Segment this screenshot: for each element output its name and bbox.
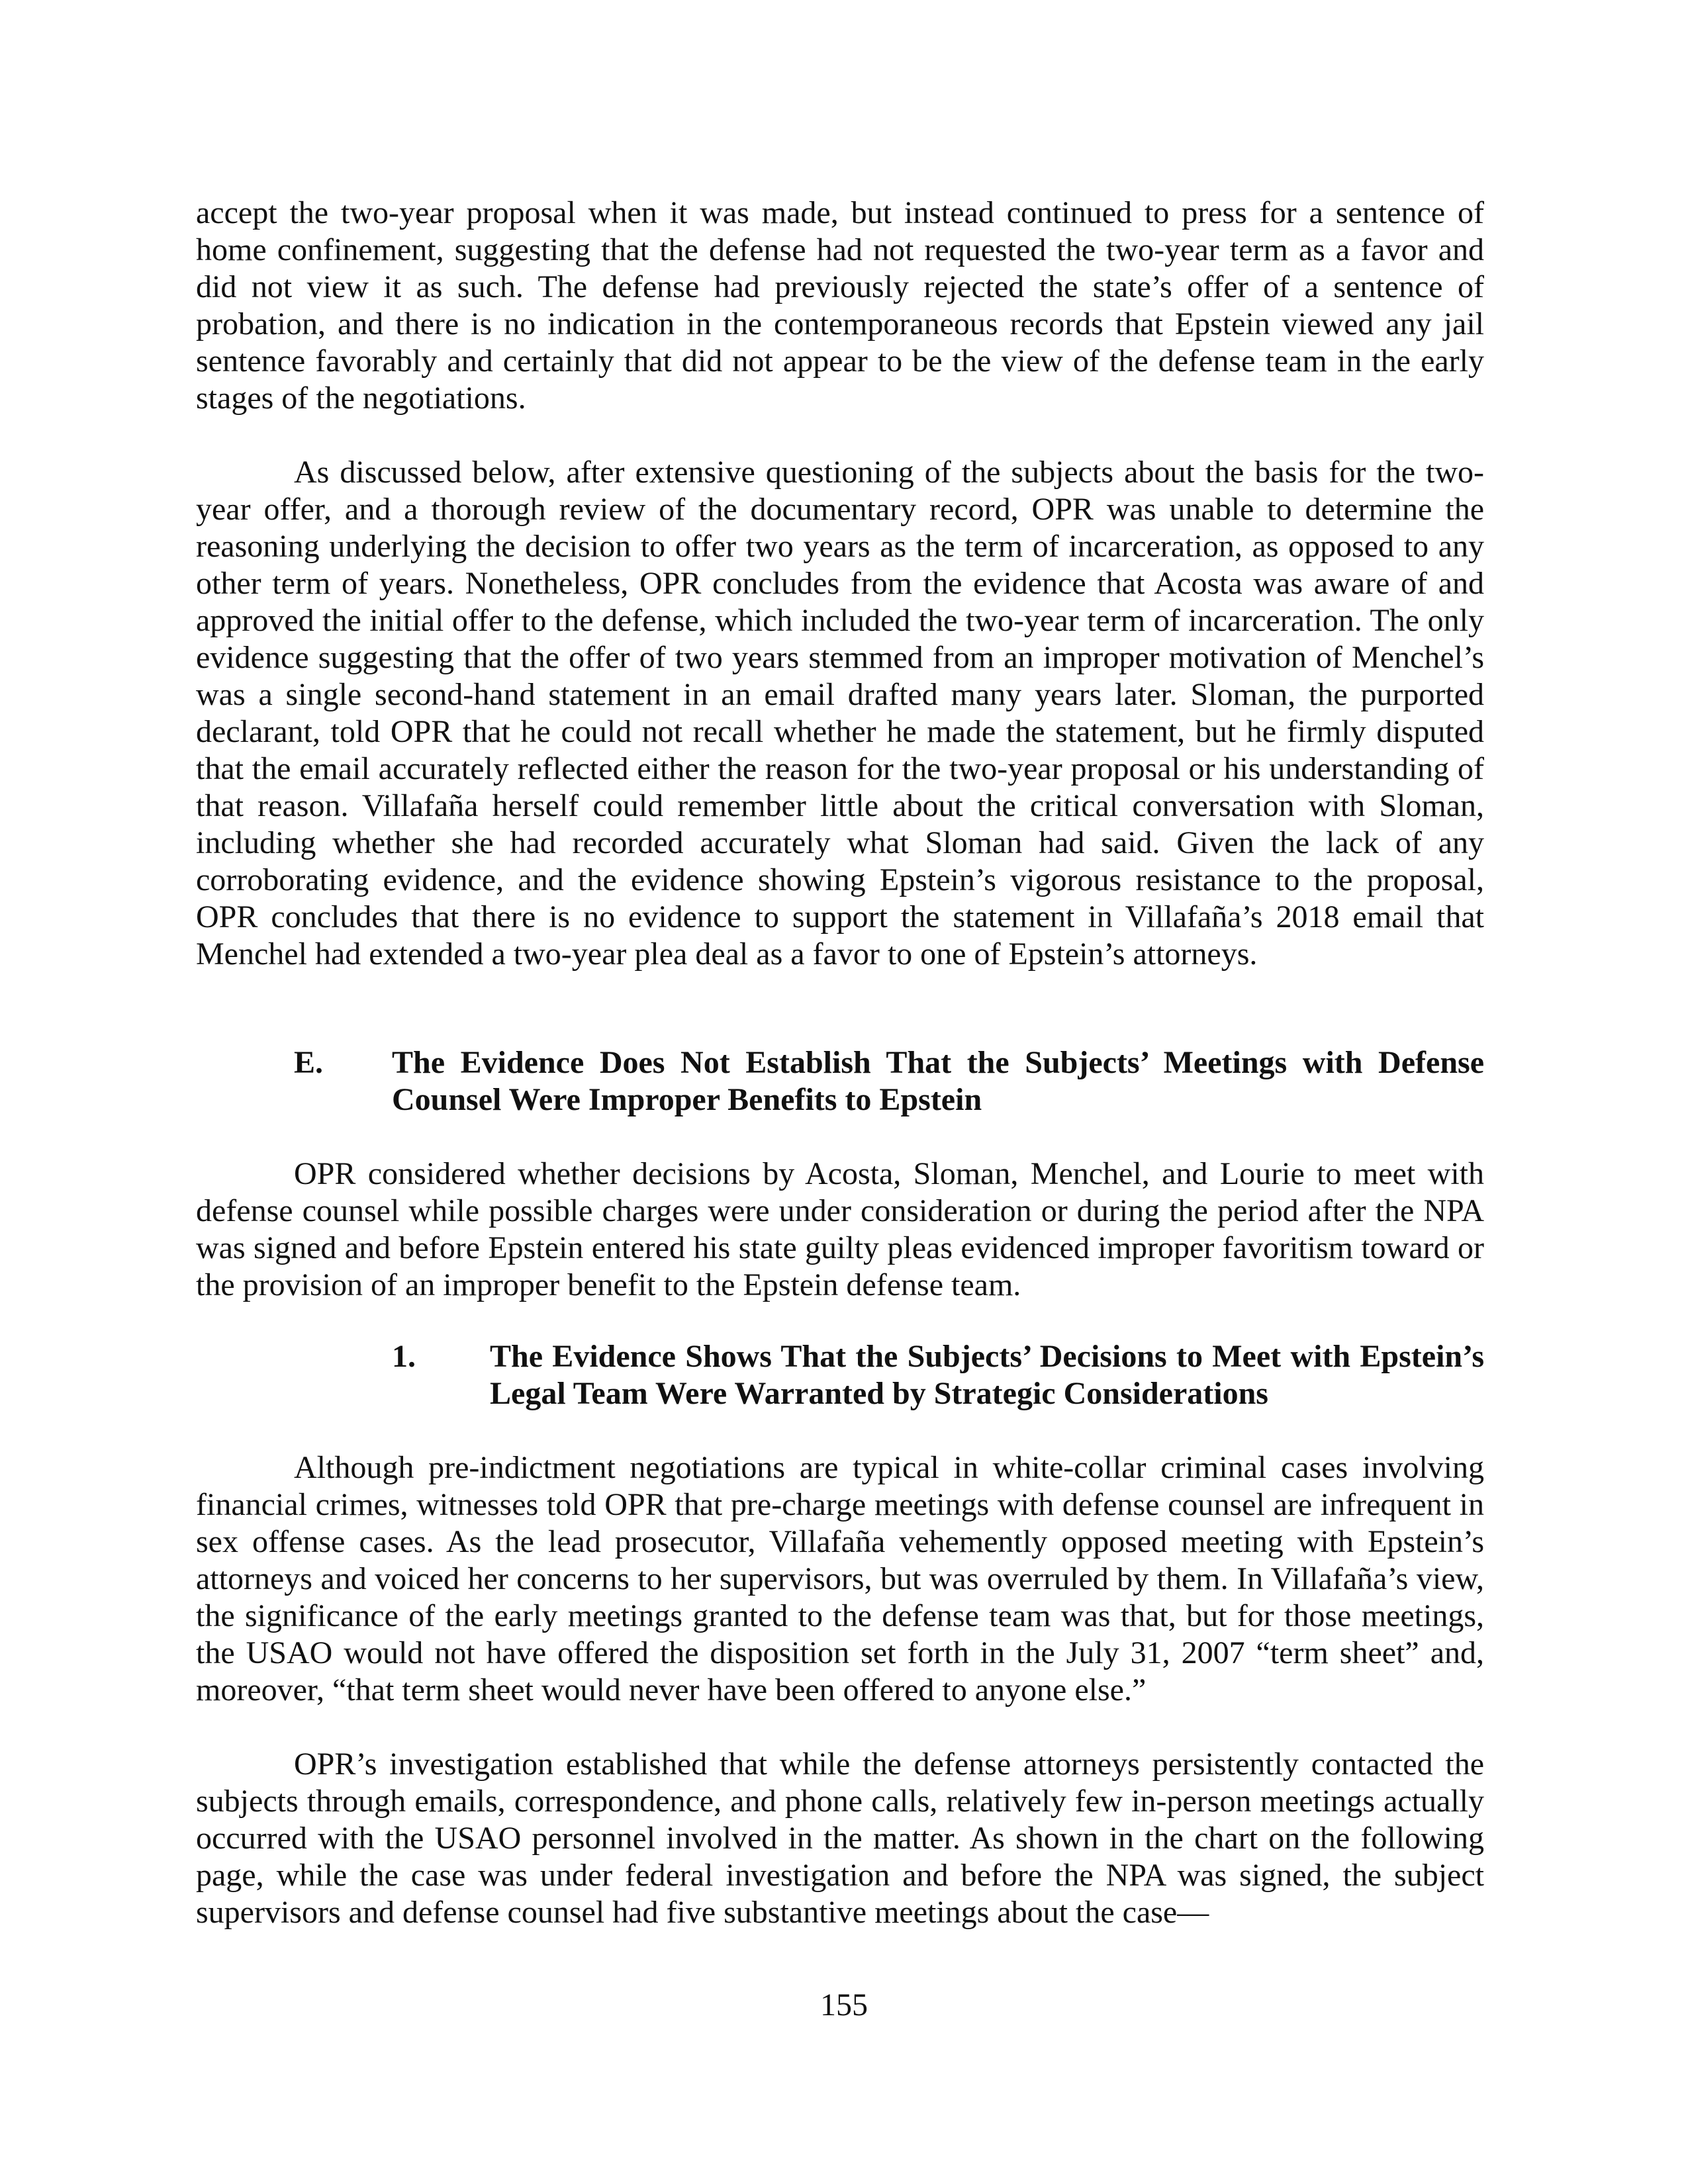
paragraph-pre-indictment: Although pre-indictment negotiations are typical in white-collar criminal cases involving financial crimes, witnesses told OPR that pre-charge meetings with defense counsel are infrequent in sex offense cases. As the lead prosecutor, Villafaña vehemently opposed meeting with Epstein’s attorneys and voiced her concerns to her supervisors, but was overruled by them. In Villafaña’s view, the significance of the early meetings granted to the defense team was that, but for those meetings, the USAO would not have offered the disposition set forth in the July 31, 2007 “term sheet” and, moreover, “that term sheet would never have been offered to anyone else.” [196,1450,1484,1707]
subsection-heading-1-number: 1. [392,1339,416,1374]
subsection-heading-1-text: The Evidence Shows That the Subjects’ Decisions to Meet with Epstein’s Legal Team Were Warranted by Strategic Considerations [490,1339,1484,1411]
paragraph-meetings-considered: OPR considered whether decisions by Acosta, Sloman, Menchel, and Lourie to meet with defense counsel while possible charges were under consideration or during the period after the NPA was signed and before Epstein entered his state guilty pleas evidenced improper favoritism toward or the provision of an improper benefit to the Epstein defense team. [196,1156,1484,1302]
section-heading-e-text: The Evidence Does Not Establish That the Subjects’ Meetings with Defense Counsel Were Improper Benefits to Epstein [392,1045,1484,1117]
section-heading-e-number: E. [294,1045,324,1080]
subsection-heading-1 [392,1338,1484,1412]
section-heading-e [294,1044,1484,1118]
paragraph-continuation: accept the two-year proposal when it was made, but instead continued to press for a sentence of home confinement, suggesting that the defense had not requested the two-year term as a favor and did not view it as such. The defense had previously rejected the state’s offer of a sentence of probation, and there is no indication in the contemporaneous records that Epstein viewed any jail sentence favorably and certainly that did not appear to be the view of the defense team in the early stages of the negotiations. [196,195,1484,416]
paragraph-two-year-offer: As discussed below, after extensive questioning of the subjects about the basis for the two-year offer, and a thorough review of the documentary record, OPR was unable to determine the reasoning underlying the decision to offer two years as the term of incarceration, as opposed to any other term of years. Nonetheless, OPR concludes from the evidence that Acosta was aware of and approved the initial offer to the defense, which included the two-year term of incarceration. The only evidence suggesting that the offer of two years stemmed from an improper motivation of Menchel’s was a single second-hand statement in an email drafted many years later. Sloman, the purported declarant, told OPR that he could not recall whether he made the statement, but he firmly disputed that the email accurately reflected either the reason for the two-year proposal or his understanding of that reason. Villafaña herself could remember little about the critical conversation with Sloman, including whether she had recorded accurately what Sloman had said. Given the lack of any corroborating evidence, and the evidence showing Epstein’s vigorous resistance to the proposal, OPR concludes that there is no evidence to support the statement in Villafaña’s 2018 email that Menchel had extended a two-year plea deal as a favor to one of Epstein’s attorneys. [196,455,1484,972]
page-number: 155 [820,1987,868,2023]
paragraph-investigation-established: OPR’s investigation established that while the defense attorneys persistently contacted the subjects through emails, correspondence, and phone calls, relatively few in-person meetings actually occurred with the USAO personnel involved in the matter. As shown in the chart on the following page, while the case was under federal investigation and before the NPA was signed, the subject supervisors and defense counsel had five substantive meetings about the case— [196,1747,1484,1930]
